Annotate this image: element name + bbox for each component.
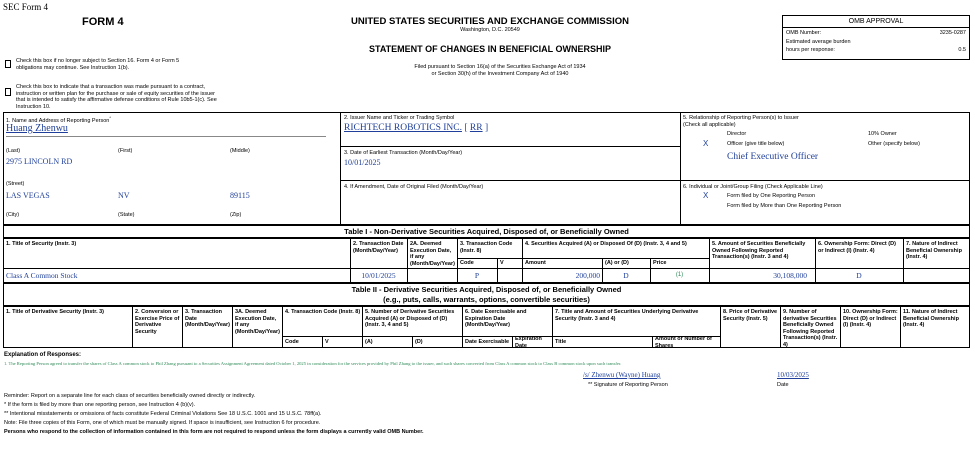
city-value: LAS VEGAS (6, 191, 50, 200)
t2-h-exercisable: 6. Date Exercisable and Expiration Date (Month/Day/Year) (465, 309, 527, 328)
signature-date-value: 10/03/2025 (777, 371, 809, 379)
filing-label: 6. Individual or Joint/Group Filing (Check Applicable Line) (683, 184, 823, 190)
omb-title: OMB APPROVAL (783, 16, 969, 28)
rule-10b5-1-text: Check this box to indicate that a transaction was made pursuant to a contract, instruction or written plan for the purchase or sale of equity securities of the issuer that is intended to satisfy the affirmative defense conditions of Rule 10b5-1(c). See Instruction 10. (16, 84, 217, 110)
earliest-date-label: 3. Date of Earliest Transaction (Month/Day/Year) (344, 150, 463, 156)
statement-title: STATEMENT OF CHANGES IN BENEFICIAL OWNERSHIP (368, 44, 611, 54)
t2-h-v-sub: V (325, 339, 329, 345)
one-person-check-mark: X (703, 191, 709, 200)
t1-h-acquired: 4. Securities Acquired (A) or Disposed Of (D) (Instr. 3, 4 and 5) (525, 241, 687, 247)
t1-h-owned: 5. Amount of Securities Beneficially Owned Following Reported Transaction(s) (Instr. 3 and 4) (712, 241, 806, 260)
t1-row-form: D (856, 271, 862, 280)
signature-label: ** Signature of Reporting Person (588, 382, 668, 388)
omb-number-value: 3235-0287 (939, 30, 966, 36)
t2-h-title-sub: Title (555, 339, 567, 345)
omb-number-label: OMB Number: (786, 30, 822, 36)
director-label: Director (727, 131, 747, 137)
t1-row-owned: 30,108,000 (773, 271, 807, 280)
earliest-date-value: 10/01/2025 (344, 158, 381, 167)
state-value: NV (118, 191, 130, 200)
street-label: (Street) (6, 181, 25, 187)
t2-h-deemed: 3A. Deemed Execution Date, if any (Month/Day/Year) (235, 309, 280, 335)
omb-hours-value: 0.5 (958, 47, 966, 53)
t2-h-form: 10. Ownership Form: Direct (D) or Indirect (I) (Instr. 4) (843, 309, 898, 328)
more-persons-label: Form filed by More than One Reporting Person (727, 203, 842, 209)
t1-h-deemed: 2A. Deemed Execution Date, if any (Month/Day/Year) (410, 241, 455, 267)
table2-title: Table II - Derivative Securities Acquired, Disposed of, or Beneficially Owned (351, 285, 622, 294)
ticker-link[interactable]: RR (469, 123, 483, 133)
note-2: ** Intentional misstatements or omissions of facts constitute Federal Criminal Violations See 18 U.S.C. 1001 and 15 U.S.C. 78ff(a). (4, 411, 322, 417)
t2-h-underlying: 7. Title and Amount of Securities Underlying Derivative Security (Instr. 3 and 4) (555, 309, 699, 322)
relationship-label: 5. Relationship of Reporting Person(s) to Issuer (683, 115, 799, 121)
reminder-text: Reminder: Report on a separate line for each class of securities beneficially owned directly or indirectly. (4, 393, 256, 399)
table2-subtitle: (e.g., puts, calls, warrants, options, convertible securities) (383, 295, 590, 304)
filed-line-1: Filed pursuant to Section 16(a) of the Securities Exchange Act of 1934 (414, 64, 586, 70)
first-label: (First) (118, 148, 133, 154)
officer-title-value: Chief Executive Officer (727, 152, 819, 162)
rule-10b5-1-checkbox[interactable] (5, 88, 11, 96)
note-4: Persons who respond to the collection of information contained in this form are not required to respond unless the form displays a currently valid OMB Number. (4, 429, 424, 435)
t1-row-ad: D (623, 271, 629, 280)
issuer-name-row (344, 123, 488, 133)
ten-percent-owner-label: 10% Owner (868, 131, 897, 137)
reporting-person-label: 1. Name and Address of Reporting Person* (6, 115, 111, 124)
ticker-open: [ (464, 123, 468, 133)
t1-row-price-footnote[interactable]: (1) (675, 272, 684, 278)
t1-h-price: Price (653, 260, 667, 266)
t2-h-conversion: 2. Conversion or Exercise Price of Derivative Security (135, 309, 180, 335)
omb-approval-box (782, 15, 970, 60)
t1-row-title: Class A Common Stock (6, 271, 78, 280)
amendment-label: 4. If Amendment, Date of Original Filed (Month/Day/Year) (344, 184, 484, 190)
officer-label: Officer (give title below) (727, 141, 785, 147)
reporting-person-name-link[interactable]: Huang Zhenwu (6, 123, 68, 134)
note-3: Note: File three copies of this Form, one of which must be manually signed. If space is insufficient, see Instruction 6 for procedure. (4, 420, 321, 426)
t1-h-v-sub: V (500, 260, 504, 266)
no-longer-subject-checkbox[interactable] (5, 60, 11, 68)
t1-row-amount: 200,000 (575, 271, 600, 280)
t2-h-number: 9. Number of derivative Securities Beneficially Owned Following Reported Transaction(s) (Instr. 4) (783, 309, 838, 348)
city-label: (City) (6, 212, 20, 218)
street-value: 2975 LINCOLN RD (6, 157, 73, 166)
explanation-title: Explanation of Responses: (4, 352, 82, 358)
officer-check-mark: X (703, 139, 709, 148)
issuer-label: 2. Issuer Name and Ticker or Trading Symbol (344, 115, 455, 121)
t2-h-a: (A) (365, 339, 373, 345)
explanation-text: 1. The Reporting Person agreed to transfer the shares of Class A common stock to Phil Zhang pursuant to a Securities Assignment Agreement dated October 1, 2025 in consideration for the services provided by Phil Zhang to the issuer, and such shares converted from Class A common stock to Class B common stock upon such transfer. (4, 361, 622, 366)
sec-form-label: SEC Form 4 (3, 2, 49, 12)
t1-h-nature: 7. Nature of Indirect Beneficial Ownership (Instr. 4) (906, 241, 962, 260)
date-label: Date (777, 382, 789, 388)
zip-value: 89115 (230, 191, 250, 200)
relationship-sub-label: (Check all applicable) (683, 122, 736, 128)
zip-label: (Zip) (230, 212, 242, 218)
t2-h-price: 8. Price of Derivative Security (Instr. 5) (723, 309, 778, 322)
t1-h-code: 3. Transaction Code (Instr. 8) (460, 241, 513, 254)
t1-h-code-sub: Code (460, 260, 474, 266)
last-label: (Last) (6, 148, 21, 154)
t2-h-derivative: 5. Number of Derivative Securities Acquired (A) or Disposed of (D) (Instr. 3, 4 and 5) (365, 309, 455, 328)
agency-title: UNITED STATES SECURITIES AND EXCHANGE COMMISSION (351, 16, 629, 27)
agency-location: Washington, D.C. 20549 (460, 27, 520, 33)
t2-h-exer-sub: Date Exercisable (465, 339, 510, 345)
t1-h-ad: (A) or (D) (605, 260, 629, 266)
t1-row-code: P (474, 271, 480, 280)
t2-h-code: 4. Transaction Code (Instr. 8) (285, 309, 361, 315)
t2-h-exp-sub: Expiration Date (515, 336, 542, 349)
state-label: (State) (118, 212, 135, 218)
t2-h-nature: 11. Nature of Indirect Beneficial Ownership (Instr. 4) (903, 309, 959, 328)
t2-h-code-sub: Code (285, 339, 299, 345)
t2-h-title: 1. Title of Derivative Security (Instr. 3) (6, 309, 105, 315)
signature-value: /s/ Zhenwu (Wayne) Huang (583, 371, 661, 379)
omb-hours-label: hours per response: (786, 47, 835, 53)
t1-h-date: 2. Transaction Date (Month/Day/Year) (353, 241, 404, 254)
one-person-label: Form filed by One Reporting Person (727, 193, 816, 199)
t2-h-date: 3. Transaction Date (Month/Day/Year) (185, 309, 230, 328)
omb-burden-label: Estimated average burden (786, 39, 851, 45)
no-longer-subject-text: Check this box if no longer subject to Section 16. Form 4 or Form 5 obligations may continue. See Instruction 1(b). (16, 58, 180, 71)
table1-title: Table I - Non-Derivative Securities Acquired, Disposed of, or Beneficially Owned (3, 225, 970, 238)
t2-h-d: (D) (415, 339, 423, 345)
t1-h-amount: Amount (525, 260, 546, 266)
note-1: * If the form is filed by more than one reporting person, see Instruction 4 (b)(v). (4, 402, 196, 408)
t2-h-amount-sub: Amount or Number of Shares (655, 336, 712, 349)
middle-label: (Middle) (230, 148, 250, 154)
t1-row-date: 10/01/2025 (361, 271, 396, 280)
t1-h-form: 6. Ownership Form: Direct (D) or Indirect (I) (Instr. 4) (818, 241, 896, 254)
other-label: Other (specify below) (868, 141, 920, 147)
ticker-close: ] (484, 123, 489, 133)
table2-title-box (3, 283, 970, 306)
t1-h-title: 1. Title of Security (Instr. 3) (6, 241, 77, 247)
filed-line-2: or Section 30(h) of the Investment Company Act of 1940 (431, 71, 569, 77)
form-title: FORM 4 (82, 16, 124, 28)
issuer-name-link[interactable]: RICHTECH ROBOTICS INC. (344, 123, 462, 133)
